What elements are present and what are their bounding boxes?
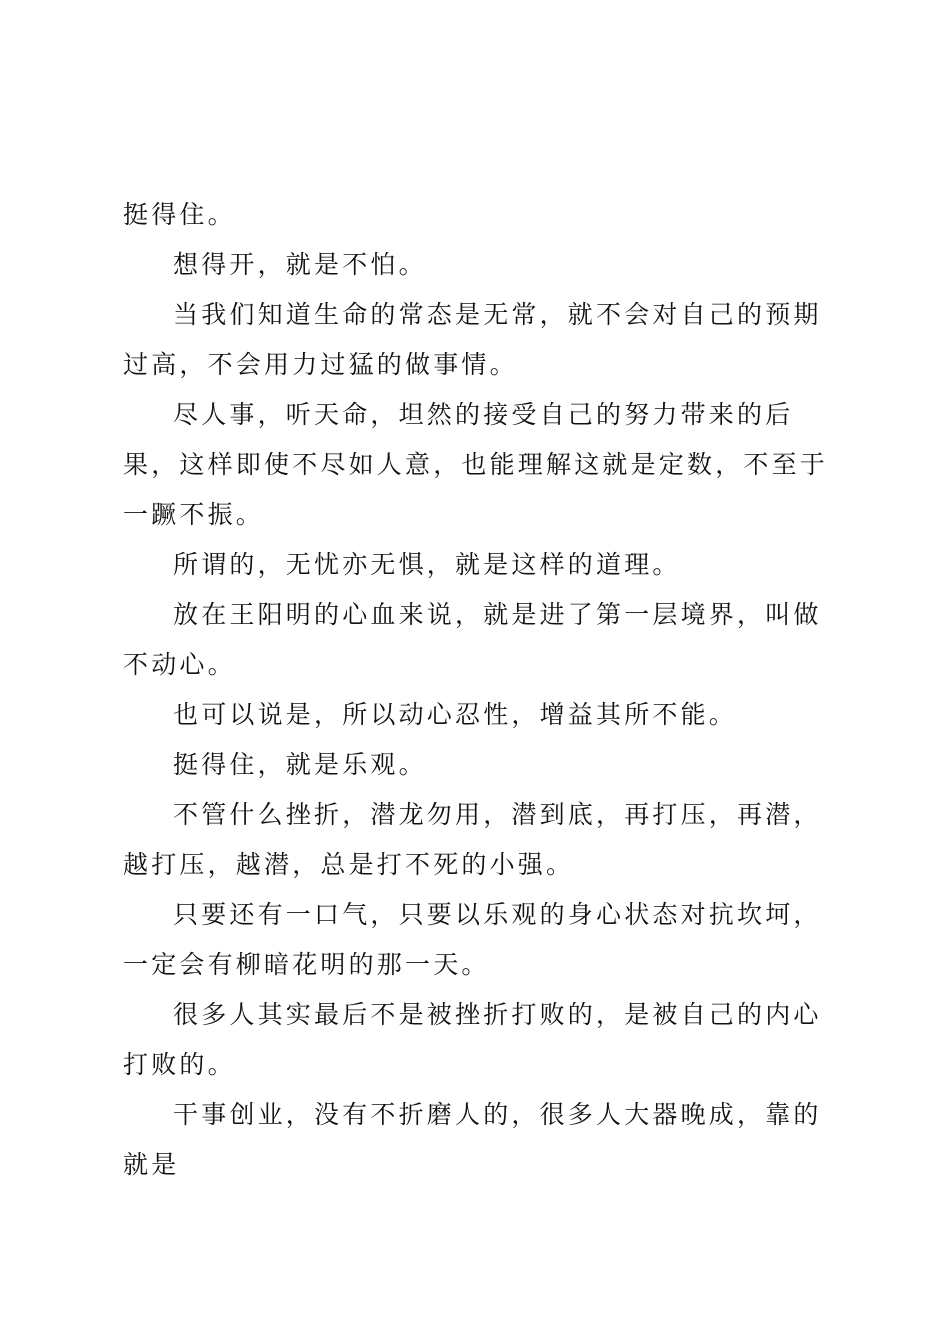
paragraph-10: 只要还有一口气，只要以乐观的身心状态对抗坎坷，一定会有柳暗花明的那一天。 [123, 900, 822, 979]
paragraph-9: 不管什么挫折，潜龙勿用，潜到底，再打压，再潜，越打压，越潜，总是打不死的小强。 [123, 800, 822, 879]
paragraph-4: 尽人事，听天命，坦然的接受自己的努力带来的后果，这样即使不尽如人意，也能理解这就是定数，不至于一蹶不振。 [123, 400, 829, 529]
paragraph-5: 所谓的，无忧亦无惧，就是这样的道理。 [173, 550, 681, 579]
paragraph-8: 挺得住，就是乐观。 [173, 750, 427, 779]
paragraph-1: 挺得住。 [123, 200, 236, 229]
paragraph-2: 想得开，就是不怕。 [173, 250, 427, 279]
paragraph-7: 也可以说是，所以动心忍性，增益其所不能。 [173, 700, 738, 729]
paragraph-3: 当我们知道生命的常态是无常，就不会对自己的预期过高，不会用力过猛的做事情。 [123, 300, 822, 379]
paragraph-6: 放在王阳明的心血来说，就是进了第一层境界，叫做不动心。 [123, 600, 822, 679]
paragraph-11: 很多人其实最后不是被挫折打败的，是被自己的内心打败的。 [123, 1000, 822, 1079]
paragraph-12: 干事创业，没有不折磨人的，很多人大器晚成，靠的就是 [123, 1100, 822, 1179]
body-text [123, 190, 831, 1190]
